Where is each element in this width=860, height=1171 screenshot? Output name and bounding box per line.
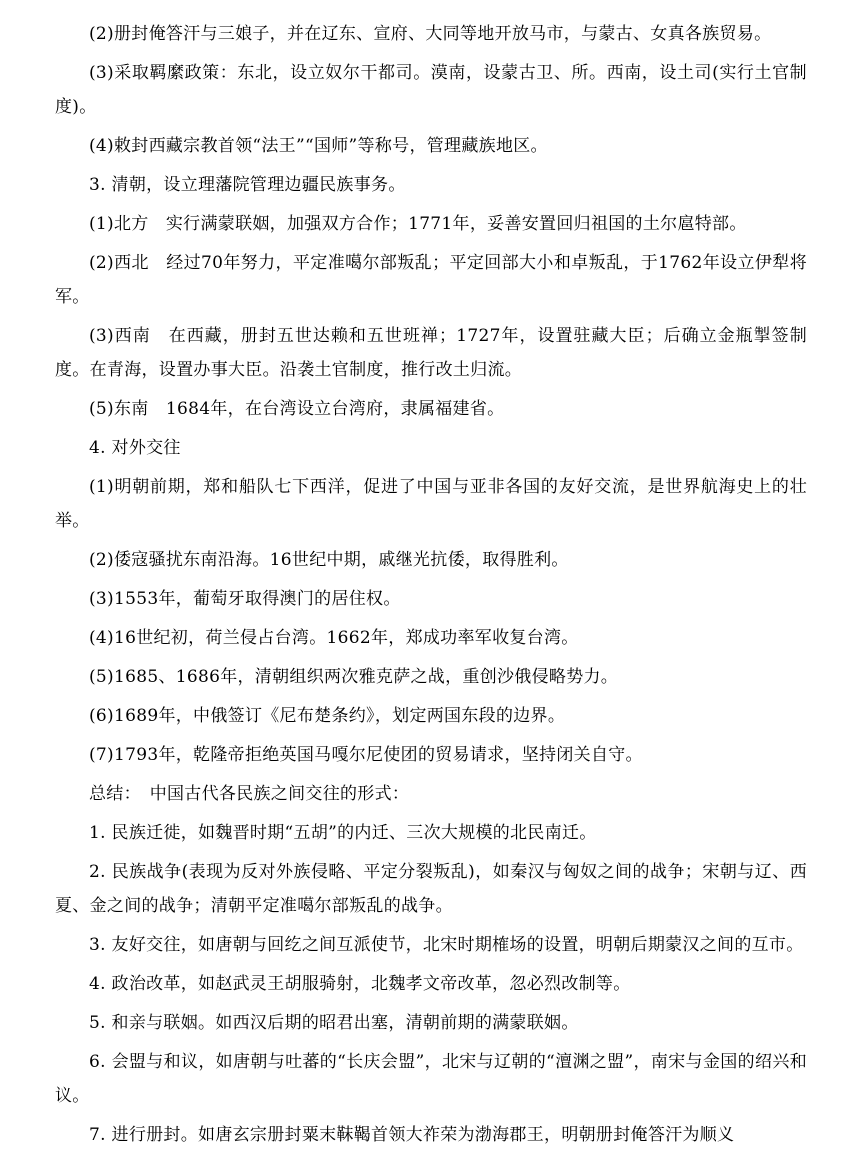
paragraph-ming-jimi: (3)采取羁縻政策：东北，设立奴尔干都司。漠南，设蒙古卫、所。西南，设土司(实行土官制度)。	[55, 63, 807, 117]
summary-item-migration: 1. 民族迁徙，如魏晋时期“五胡”的内迁、三次大规模的北民南迁。	[89, 823, 597, 843]
summary-item-marriage: 5. 和亲与联姻。如西汉后期的昭君出塞，清朝前期的满蒙联姻。	[89, 1013, 579, 1033]
paragraph-wokou: (2)倭寇骚扰东南沿海。16世纪中期，戚继光抗倭，取得胜利。	[89, 550, 569, 570]
paragraph-qing-southeast: (5)东南 1684年，在台湾设立台湾府，隶属福建省。	[89, 399, 505, 419]
paragraph-nerchinsk: (6)1689年，中俄签订《尼布楚条约》，划定两国东段的边界。	[89, 706, 566, 726]
paragraph-qing-north: (1)北方 实行满蒙联姻，加强双方合作；1771年，妥善安置回归祖国的土尔扈特部。	[89, 214, 747, 234]
paragraph-yaksa: (5)1685、1686年，清朝组织两次雅克萨之战，重创沙俄侵略势力。	[89, 667, 619, 687]
paragraph-qing-southwest: (3)西南 在西藏，册封五世达赖和五世班禅；1727年，设置驻藏大臣；后确立金瓶掣签制度。在青海，设置办事大臣。沿袭土官制度，推行改土归流。	[55, 326, 807, 380]
heading-summary: 总结： 中国古代各民族之间交往的形式：	[89, 784, 410, 804]
paragraph-qing-northwest: (2)西北 经过70年努力，平定准噶尔部叛乱；平定回部大小和卓叛乱，于1762年设立伊犁将军。	[55, 253, 807, 307]
paragraph-taiwan: (4)16世纪初，荷兰侵占台湾。1662年，郑成功率军收复台湾。	[89, 628, 579, 648]
paragraph-ming-trade: (2)册封俺答汗与三娘子，并在辽东、宣府、大同等地开放马市，与蒙古、女真各族贸易。	[89, 24, 772, 44]
heading-foreign-relations: 4. 对外交往	[89, 438, 181, 458]
summary-item-reform: 4. 政治改革，如赵武灵王胡服骑射，北魏孝文帝改革，忽必烈改制等。	[89, 974, 631, 994]
summary-item-friendly-exchange: 3. 友好交往，如唐朝与回纥之间互派使节，北宋时期榷场的设置，明朝后期蒙汉之间的互市。	[89, 935, 804, 955]
summary-item-investiture: 7. 进行册封。如唐玄宗册封粟末靺鞨首领大祚荣为渤海郡王，明朝册封俺答汗为顺义	[89, 1125, 735, 1145]
paragraph-macartney: (7)1793年，乾隆帝拒绝英国马嘎尔尼使团的贸易请求，坚持闭关自守。	[89, 745, 643, 765]
paragraph-ming-tibet: (4)敕封西藏宗教首领“法王”“国师”等称号，管理藏族地区。	[89, 136, 548, 156]
summary-item-war: 2. 民族战争(表现为反对外族侵略、平定分裂叛乱)，如秦汉与匈奴之间的战争；宋朝与辽、西夏、金之间的战争；清朝平定准噶尔部叛乱的战争。	[55, 862, 807, 916]
heading-qing: 3. 清朝，设立理藩院管理边疆民族事务。	[89, 175, 406, 195]
paragraph-zheng-he: (1)明朝前期，郑和船队七下西洋，促进了中国与亚非各国的友好交流，是世界航海史上的壮举。	[55, 477, 807, 531]
paragraph-macau: (3)1553年，葡萄牙取得澳门的居住权。	[89, 589, 401, 609]
summary-item-treaty: 6. 会盟与和议，如唐朝与吐蕃的“长庆会盟”，北宋与辽朝的“澶渊之盟”，南宋与金国的绍兴和议。	[55, 1052, 807, 1106]
